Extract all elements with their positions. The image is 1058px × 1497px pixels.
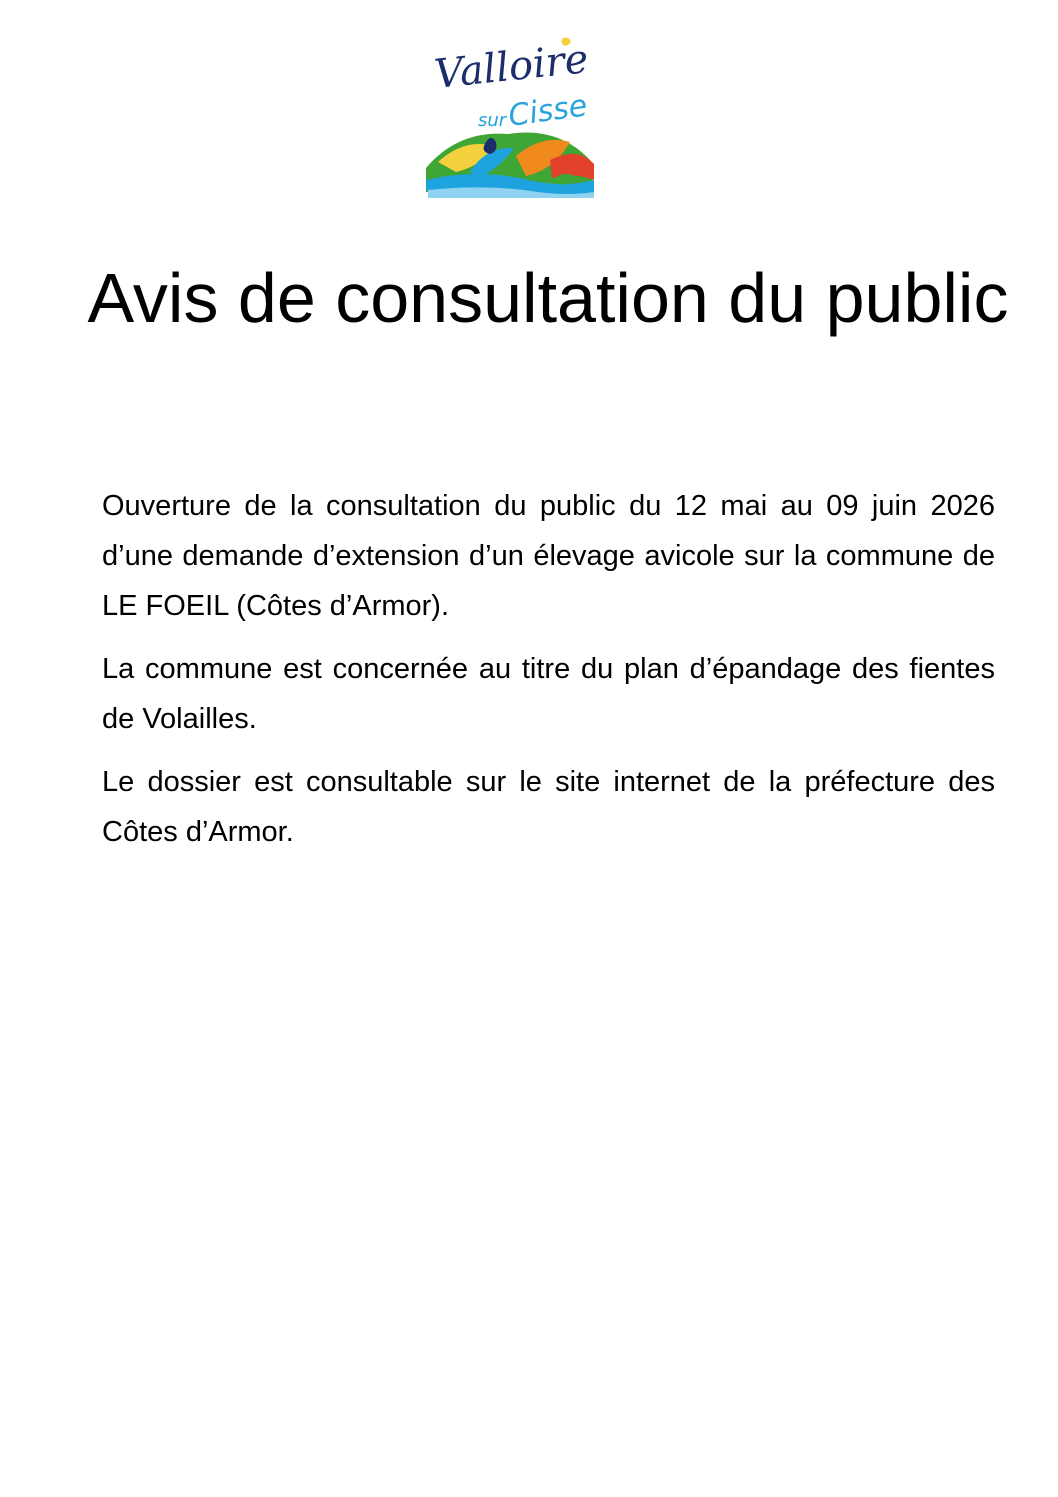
svg-text:Cisse: Cisse	[506, 88, 590, 134]
notice-paragraph-spreading-plan: La commune est concernée au titre du plan d’épandage des fientes de Volailles.	[102, 653, 995, 735]
svg-text:Valloire: Valloire	[432, 36, 591, 98]
notice-paragraph-consultation-dates: Ouverture de la consultation du public du 12 mai au 09 juin 2026 d’une demande d’extension d’un élevage avicole sur la commune de LE FOEIL (Côtes d’Armor).	[102, 490, 995, 622]
municipality-logo	[418, 30, 600, 202]
notice-body	[102, 481, 995, 870]
valloire-sur-cisse-logo-icon	[418, 30, 600, 202]
notice-paragraph-dossier-access: Le dossier est consultable sur le site internet de la préfecture des Côtes d’Armor.	[102, 766, 995, 848]
svg-text:sur: sur	[478, 110, 507, 131]
notice-title: Avis de consultation du public	[87, 259, 1009, 337]
